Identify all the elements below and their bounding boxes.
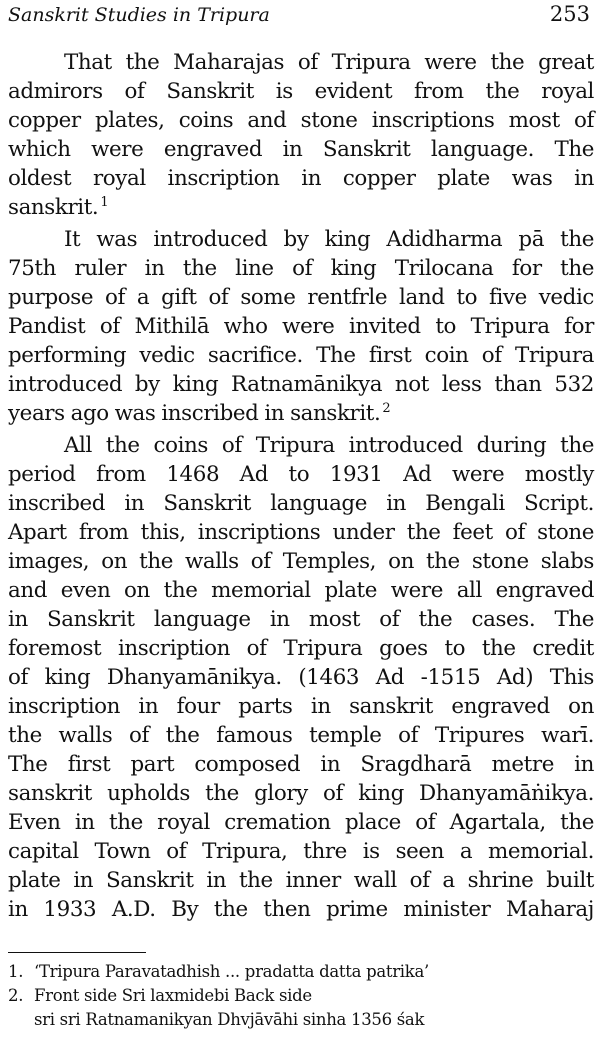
text-line: in 1933 A.D. By the then prime minister Maharaj (8, 897, 594, 922)
text-line: performing vedic sacrifice. The first coin of Tripura (8, 343, 594, 368)
footnote-ref: 1 (100, 194, 109, 210)
text-line-content: years ago was inscribed in sanskrit. (8, 401, 381, 426)
footnote-number: 2. (8, 986, 24, 1005)
text-line: sanskrit upholds the glory of king Dhanyamāṅikya. (8, 781, 594, 806)
footnote-2-continuation: sri sri Ratnamanikyan Dhvjāvāhi sinha 1356 śak (34, 1010, 425, 1029)
text-line: That the Maharajas of Tripura were the great (64, 50, 594, 75)
text-line (8, 399, 594, 428)
page-number: 253 (549, 2, 590, 26)
text-line: The first part composed in Sragdharā metre in (8, 752, 594, 777)
text-line: of king Dhanyamānikya. (1463 Ad -1515 Ad) This (8, 665, 594, 690)
text-line: admirors of Sanskrit is evident from the royal (8, 79, 594, 104)
text-line: purpose of a gift of some rentfrle land to five vedic (8, 285, 594, 310)
footnote-ref: 2 (382, 400, 391, 416)
paragraph-2 (8, 225, 594, 428)
footnote-2 (8, 984, 590, 1008)
text-line: It was introduced by king Adidharma pā the (64, 227, 594, 252)
text-line (8, 193, 594, 222)
running-title: Sanskrit Studies in Tripura (8, 4, 270, 26)
text-line: and even on the memorial plate were all engraved (8, 578, 594, 603)
text-line: Even in the royal cremation place of Agartala, the (8, 810, 594, 835)
text-line: inscribed in Sanskrit language in Bengali Script. (8, 491, 594, 516)
text-line: oldest royal inscription in copper plate was in (8, 166, 594, 191)
text-line: foremost inscription of Tripura goes to the credit (8, 636, 594, 661)
paragraph-3 (8, 431, 594, 924)
text-line: images, on the walls of Temples, on the stone slabs (8, 549, 594, 574)
text-line: copper plates, coins and stone inscriptions most of (8, 108, 594, 133)
text-line: in Sanskrit language in most of the cases. The (8, 607, 594, 632)
text-line: plate in Sanskrit in the inner wall of a shrine built (8, 868, 594, 893)
text-line: 75th ruler in the line of king Trilocana for the (8, 256, 594, 281)
footnote-number: 1. (8, 962, 24, 981)
footnotes (8, 960, 590, 1032)
running-head (8, 2, 590, 28)
text-line: introduced by king Ratnamānikya not less than 532 (8, 372, 594, 397)
text-line: All the coins of Tripura introduced during the (64, 433, 594, 458)
text-line: capital Town of Tripura, thre is seen a memorial. (8, 839, 594, 864)
footnote-text: ‘Tripura Paravatadhish ... pradatta datta patrika’ (34, 962, 429, 981)
footnote-divider (8, 952, 146, 953)
footnote-text: Front side Sri laxmidebi Back side (34, 986, 312, 1005)
body-text (8, 48, 594, 927)
text-line: which were engraved in Sanskrit language. The (8, 137, 594, 162)
text-line: the walls of the famous temple of Tripures warī. (8, 723, 594, 748)
text-line: inscription in four parts in sanskrit engraved on (8, 694, 594, 719)
paragraph-1 (8, 48, 594, 222)
footnote-1 (8, 960, 590, 984)
text-line: Pandist of Mithilā who were invited to Tripura for (8, 314, 594, 339)
text-line: period from 1468 Ad to 1931 Ad were mostly (8, 462, 594, 487)
text-line-content: sanskrit. (8, 195, 99, 220)
text-line: Apart from this, inscriptions under the feet of stone (8, 520, 594, 545)
